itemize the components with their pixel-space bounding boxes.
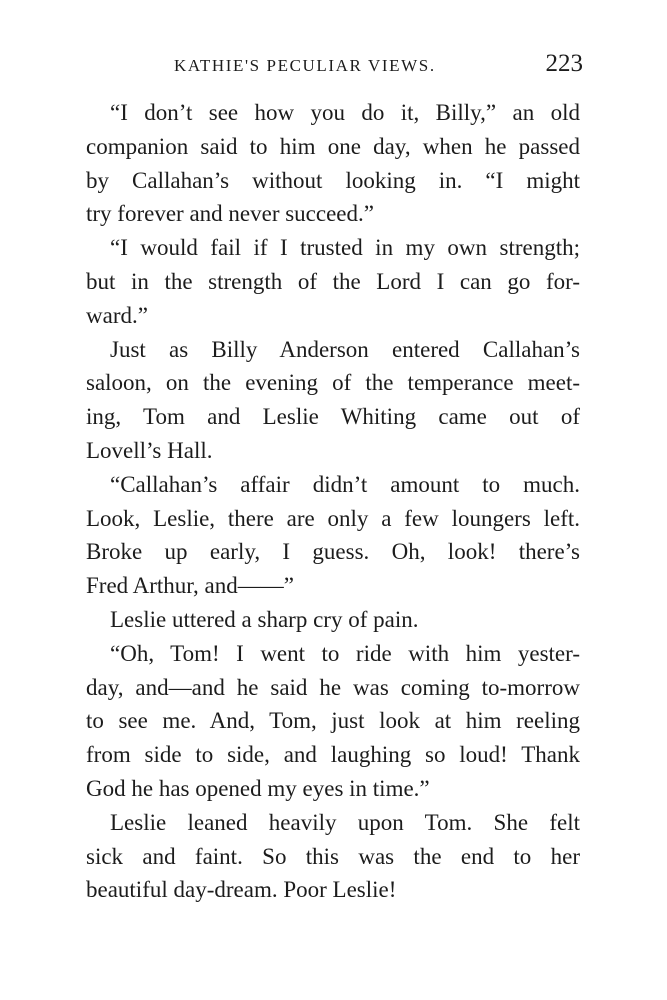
text-line: Leslie leaned heavily upon Tom. She felt [110, 809, 580, 835]
text-line: “Oh, Tom! I went to ride with him yester- [110, 640, 580, 666]
text-line: God he has opened my eyes in time.” [86, 775, 430, 801]
text-line: day, and—and he said he was coming to-morrow [86, 674, 580, 700]
text-line: companion said to him one day, when he passed [86, 133, 580, 159]
running-header [86, 50, 583, 80]
text-line: ing, Tom and Leslie Whiting came out of [86, 404, 580, 430]
text-line: ward.” [86, 302, 148, 328]
text-line: by Callahan’s without looking in. “I might [86, 167, 580, 193]
text-line: Broke up early, I guess. Oh, look! there’s [86, 539, 580, 565]
running-title: KATHIE'S PECULIAR VIEWS. [174, 56, 436, 75]
text-line: “I would fail if I trusted in my own strength; [110, 235, 580, 261]
text-line: Lovell’s Hall. [86, 437, 213, 463]
text-line: but in the strength of the Lord I can go for- [86, 268, 580, 294]
text-line: Fred Arthur, and——” [86, 573, 294, 599]
body-text [86, 96, 580, 907]
page-number: 223 [545, 50, 583, 77]
text-line: from side to side, and laughing so loud! Thank [86, 742, 580, 768]
text-line: to see me. And, Tom, just look at him reeling [86, 708, 580, 734]
text-line: Leslie uttered a sharp cry of pain. [110, 606, 419, 632]
text-line: “Callahan’s affair didn’t amount to much. [110, 471, 580, 497]
text-line: “I don’t see how you do it, Billy,” an old [110, 100, 580, 125]
text-line: saloon, on the evening of the temperance meet- [86, 370, 580, 396]
text-line: sick and faint. So this was the end to her [86, 843, 580, 869]
text-line: Look, Leslie, there are only a few loungers left. [86, 505, 580, 531]
text-line: Just as Billy Anderson entered Callahan’s [110, 336, 580, 362]
text-line: beautiful day-dream. Poor Leslie! [86, 877, 397, 903]
text-line: try forever and never succeed.” [86, 201, 374, 227]
